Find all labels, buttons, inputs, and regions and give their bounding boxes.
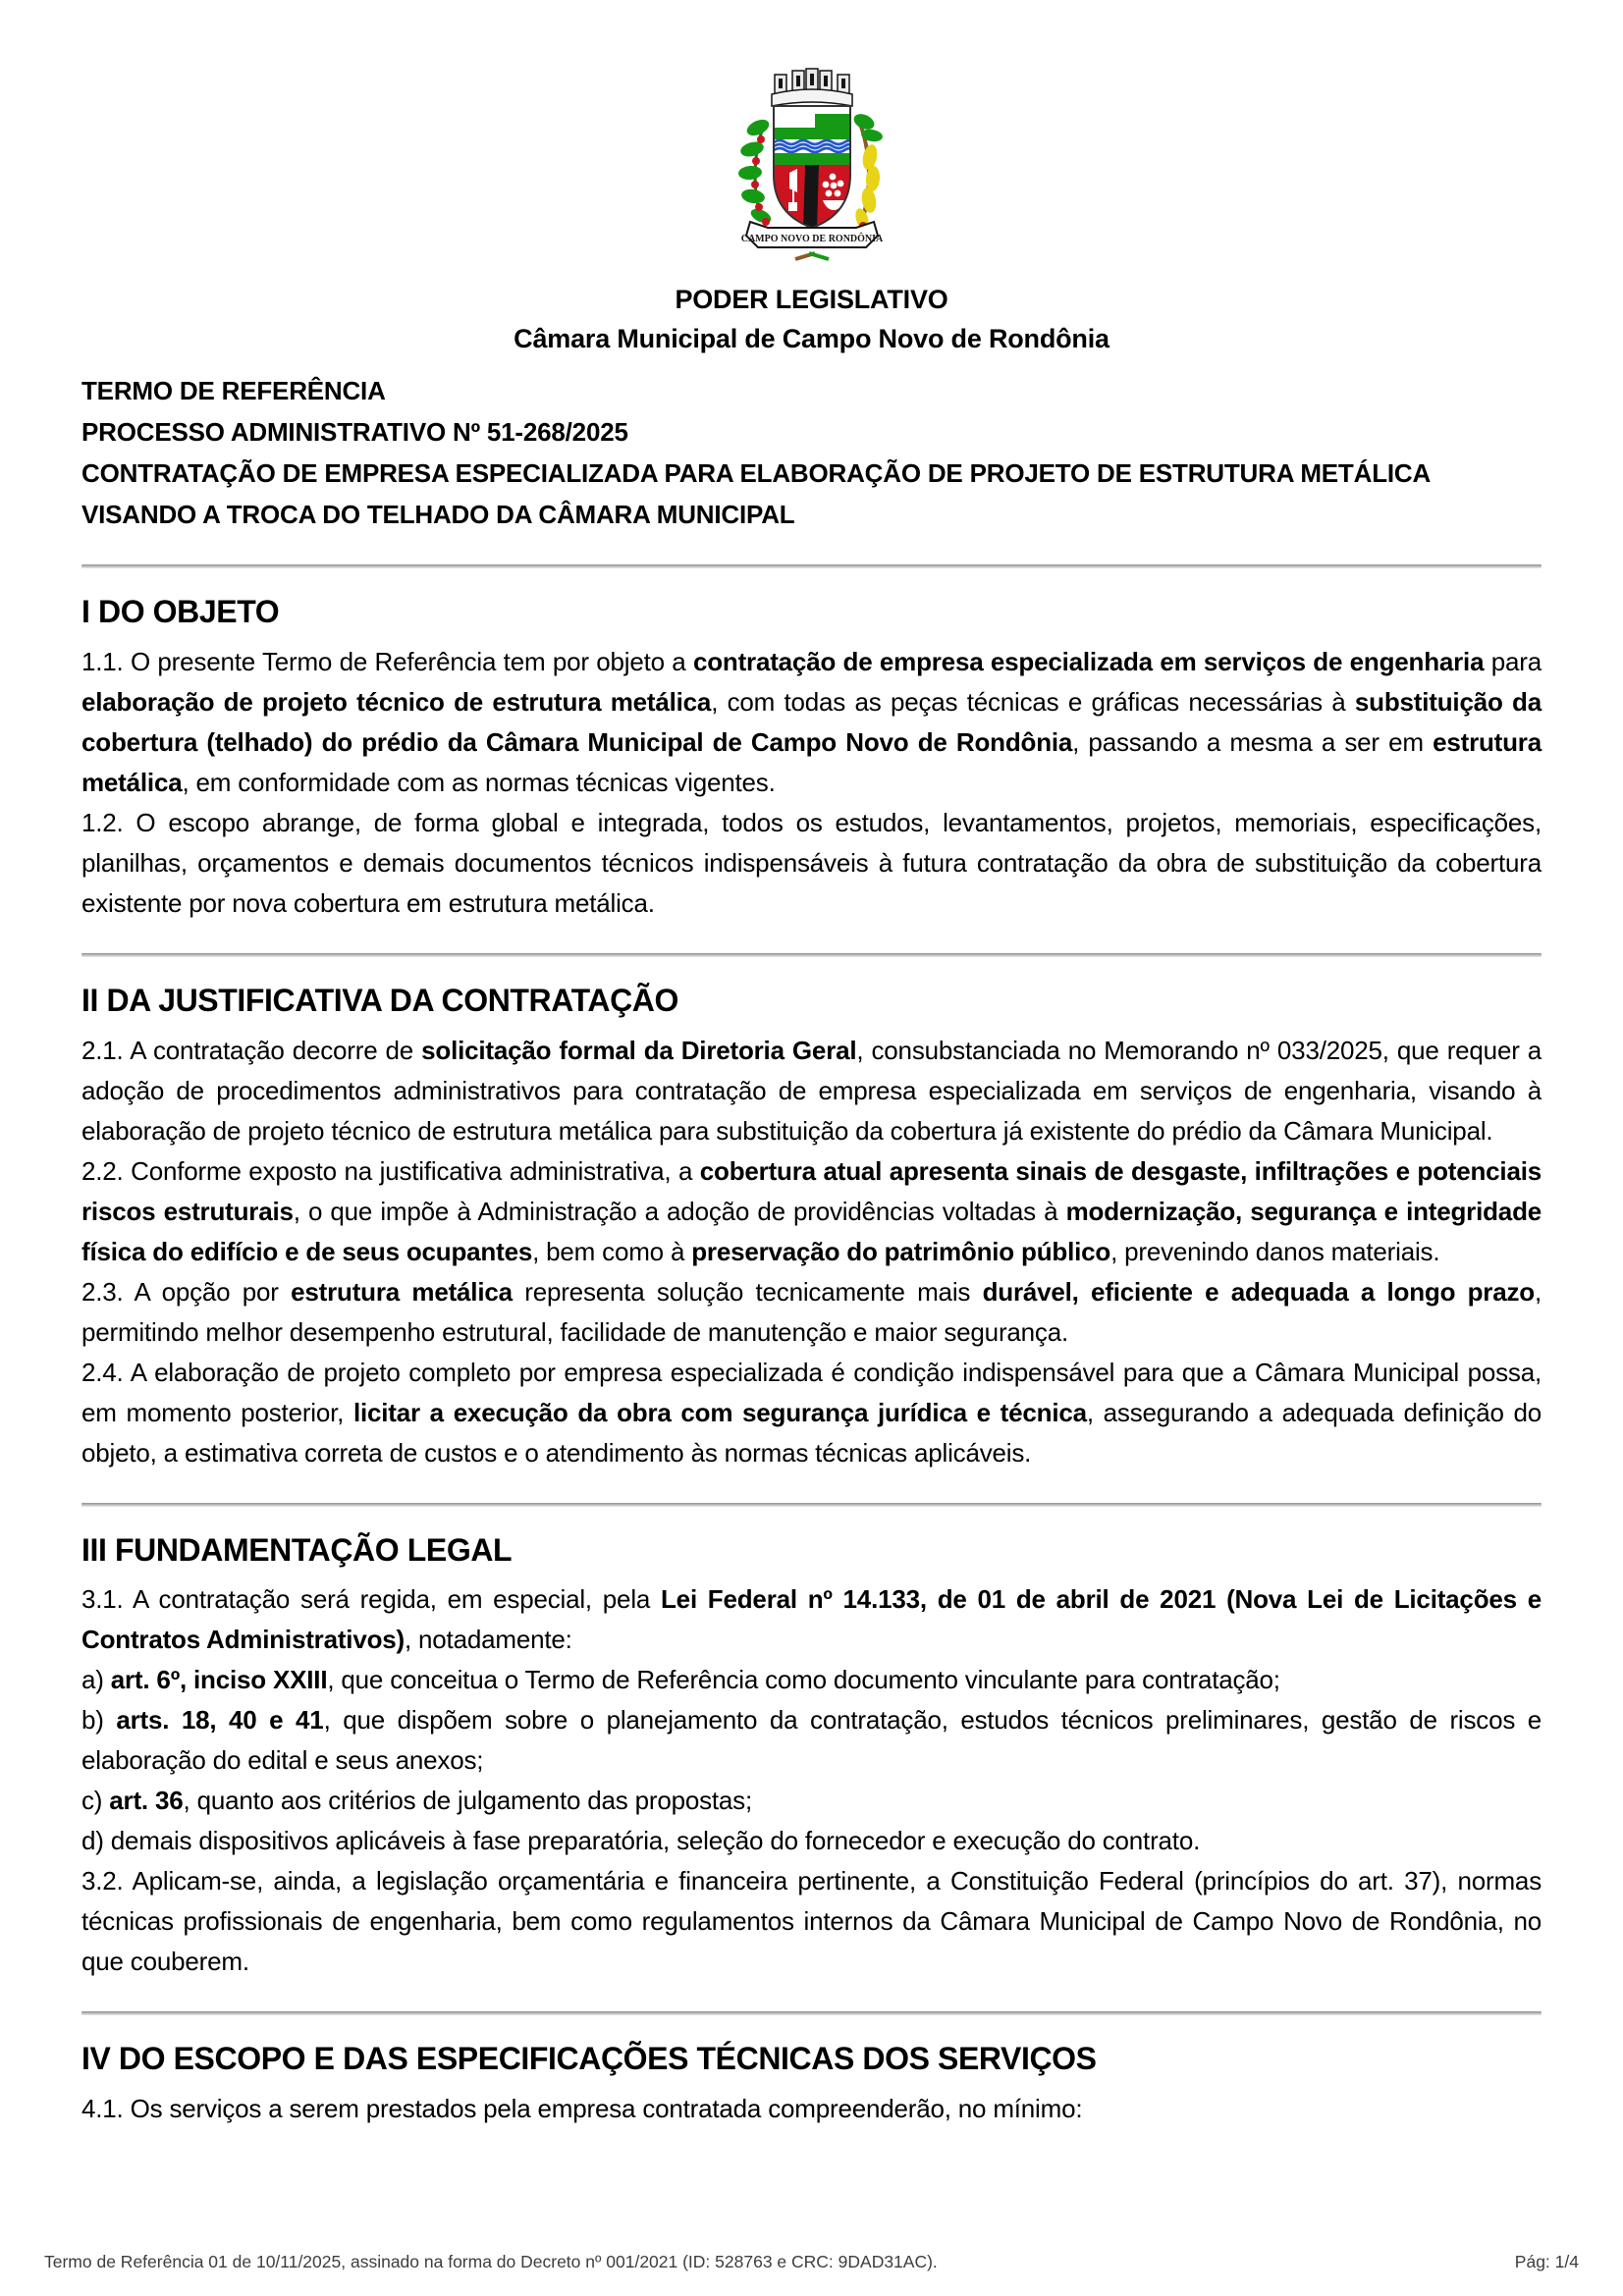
text-run: 2.4. A elaboração de projeto completo por empresa especializada é condição indispensável para que a Câmara Municipal possa, em momento posterior, xyxy=(81,1357,1542,1427)
text-run: 4.1. Os serviços a serem prestados pela empresa contratada compreenderão, no mínimo: xyxy=(81,2094,1083,2124)
section-divider xyxy=(81,2011,1542,2015)
text-run: , notadamente: xyxy=(404,1625,572,1655)
text-run: c) xyxy=(81,1786,110,1816)
paragraph xyxy=(81,1031,1542,1151)
footer-page-number: Pág: 1/4 xyxy=(1514,2252,1579,2271)
paragraph xyxy=(81,1579,1542,1660)
paragraph xyxy=(81,1151,1542,1272)
text-run: 2.1. A contratação decorre de xyxy=(81,1035,422,1065)
paragraph xyxy=(81,1353,1542,1473)
paragraph xyxy=(81,1660,1542,1700)
text-run: 2.3. A opção por xyxy=(81,1276,292,1307)
coffee-branch-icon xyxy=(737,117,773,227)
bold-text-run: estrutura metálica xyxy=(291,1276,513,1307)
text-run: para xyxy=(1484,646,1542,676)
text-run: , bem como à xyxy=(532,1236,692,1266)
text-run: , consubstanciada no Memorando nº 033/2025, que requer a adoção de procedimentos administrativos para contratação de empresa especializada em serviços de engenharia, visando à elaboração de projeto técnico de estrutura metálica para substituição da cobertura já existente do prédio da Câmara Municipal. xyxy=(81,1035,1542,1146)
text-run: 3.2. Aplicam-se, ainda, a legislação orçamentária e financeira pertinente, a Constituição Federal (princípios do art. 37), normas técnicas profissionais de engenharia, bem como regulamentos internos da Câmara Municipal de Campo Novo de Rondônia, no que couberem. xyxy=(81,1866,1542,1977)
text-run: , com todas as peças técnicas e gráficas necessárias à xyxy=(711,686,1355,717)
text-run: 3.1. A contratação será regida, em especial, pela xyxy=(81,1584,661,1615)
org-line-chamber: Câmara Municipal de Campo Novo de Rondônia xyxy=(514,324,1109,353)
page-footer xyxy=(44,2252,1579,2272)
text-run: , passando a mesma a ser em xyxy=(1072,726,1434,757)
text-run: , o que impõe à Administração a adoção de providências voltadas à xyxy=(293,1196,1066,1226)
section-heading-4: IV DO ESCOPO E DAS ESPECIFICAÇÕES TÉCNICAS DOS SERVIÇOS xyxy=(81,2041,1097,2077)
title-block xyxy=(81,370,1542,535)
text-run: 1.2. O escopo abrange, de forma global e integrada, todos os estudos, levantamentos, projetos, memoriais, especificações, planilhas, orçamentos e demais documentos técnicos indispensáveis à futura contratação da obra de substituição da cobertura existente por nova cobertura em estrutura metálica. xyxy=(81,807,1542,918)
paragraph xyxy=(81,1781,1542,1821)
bold-text-run: modernização, segurança e integridade física do edifício e de seus ocupantes xyxy=(81,1196,1542,1266)
bold-text-run: art. 36 xyxy=(109,1786,184,1816)
title-line-3: CONTRATAÇÃO DE EMPRESA ESPECIALIZADA PARA ELABORAÇÃO DE PROJETO DE ESTRUTURA METÁLICA xyxy=(81,458,1432,488)
banner-text: CAMPO NOVO DE RONDÔNIA xyxy=(740,234,883,244)
bold-text-run: preservação do patrimônio público xyxy=(691,1236,1111,1266)
footer-signature-note: Termo de Referência 01 de 10/11/2025, assinado na forma do Decreto nº 001/2021 (ID: 528763 e CRC: 9DAD31AC). xyxy=(44,2252,938,2271)
paragraph xyxy=(81,1700,1542,1781)
coat-of-arms-icon xyxy=(734,67,890,268)
text-run: a) xyxy=(81,1665,111,1695)
section-divider xyxy=(81,953,1542,957)
section-heading-2: II DA JUSTIFICATIVA DA CONTRATAÇÃO xyxy=(81,982,678,1018)
bold-text-run: cobertura atual apresenta sinais de desgaste, infiltrações e potenciais riscos estruturais xyxy=(81,1155,1542,1226)
sections-container xyxy=(81,564,1542,2129)
section-heading-3: III FUNDAMENTAÇÃO LEGAL xyxy=(81,1531,513,1568)
bold-text-run: arts. 18, 40 e 41 xyxy=(116,1705,324,1735)
crossed-twigs-icon xyxy=(795,253,829,259)
section-divider xyxy=(81,1503,1542,1507)
shield-icon xyxy=(774,106,856,230)
text-run: , prevenindo danos materiais. xyxy=(1110,1236,1440,1266)
text-run: , permitindo melhor desempenho estrutural, facilidade de manutenção e maior segurança. xyxy=(81,1276,1542,1347)
bold-text-run: durável, eficiente e adequada a longo prazo xyxy=(982,1276,1535,1307)
paragraph xyxy=(81,1821,1542,1861)
text-run: d) demais dispositivos aplicáveis à fase preparatória, seleção do fornecedor e execução do contrato. xyxy=(81,1826,1201,1856)
text-run: , que dispõem sobre o planejamento da contratação, estudos técnicos preliminares, gestão de riscos e elaboração do edital e seus anexos; xyxy=(81,1705,1542,1776)
bold-text-run: contratação de empresa especializada em serviços de engenharia xyxy=(692,646,1485,676)
org-header xyxy=(81,280,1542,358)
text-run: , que conceitua o Termo de Referência como documento vinculante para contratação; xyxy=(327,1665,1280,1695)
bold-text-run: licitar a execução da obra com segurança jurídica e técnica xyxy=(352,1397,1087,1427)
bold-text-run: Lei Federal nº 14.133, de 01 de abril de 2021 (Nova Lei de Licitações e Contratos Administrativos) xyxy=(81,1584,1542,1655)
text-run: , assegurando a adequada definição do objeto, a estimativa correta de custos e o atendimento às normas técnicas aplicáveis. xyxy=(81,1397,1542,1468)
title-line-2: PROCESSO ADMINISTRATIVO Nº 51-268/2025 xyxy=(81,417,628,447)
title-line-4: VISANDO A TROCA DO TELHADO DA CÂMARA MUNICIPAL xyxy=(81,500,795,529)
section-heading-1: I DO OBJETO xyxy=(81,594,280,629)
bold-text-run: solicitação formal da Diretoria Geral xyxy=(421,1035,857,1065)
bold-text-run: substituição da cobertura (telhado) do prédio da Câmara Municipal de Campo Novo de Rondônia xyxy=(81,686,1542,757)
paragraph xyxy=(81,2089,1542,2129)
paragraph xyxy=(81,642,1542,803)
coat-of-arms xyxy=(0,0,1623,268)
title-line-1: TERMO DE REFERÊNCIA xyxy=(81,376,386,405)
text-run: , em conformidade com as normas técnicas vigentes. xyxy=(182,767,776,797)
bold-text-run: art. 6º, inciso XXIII xyxy=(110,1665,328,1695)
bold-text-run: elaboração de projeto técnico de estrutura metálica xyxy=(81,686,712,717)
org-line-power: PODER LEGISLATIVO xyxy=(675,285,948,314)
paragraph xyxy=(81,803,1542,924)
mural-crown-icon xyxy=(772,69,852,106)
text-run: representa solução tecnicamente mais xyxy=(512,1276,983,1307)
text-run: 1.1. O presente Termo de Referência tem por objeto a xyxy=(81,646,693,676)
paragraph xyxy=(81,1272,1542,1353)
text-run: , quanto aos critérios de julgamento das propostas; xyxy=(183,1786,753,1816)
text-run: b) xyxy=(81,1705,117,1735)
paragraph xyxy=(81,1861,1542,1982)
cacao-branch-icon xyxy=(851,111,884,231)
bold-text-run: estrutura metálica xyxy=(81,726,1542,797)
section-divider xyxy=(81,564,1542,568)
text-run: 2.2. Conforme exposto na justificativa administrativa, a xyxy=(81,1155,700,1186)
